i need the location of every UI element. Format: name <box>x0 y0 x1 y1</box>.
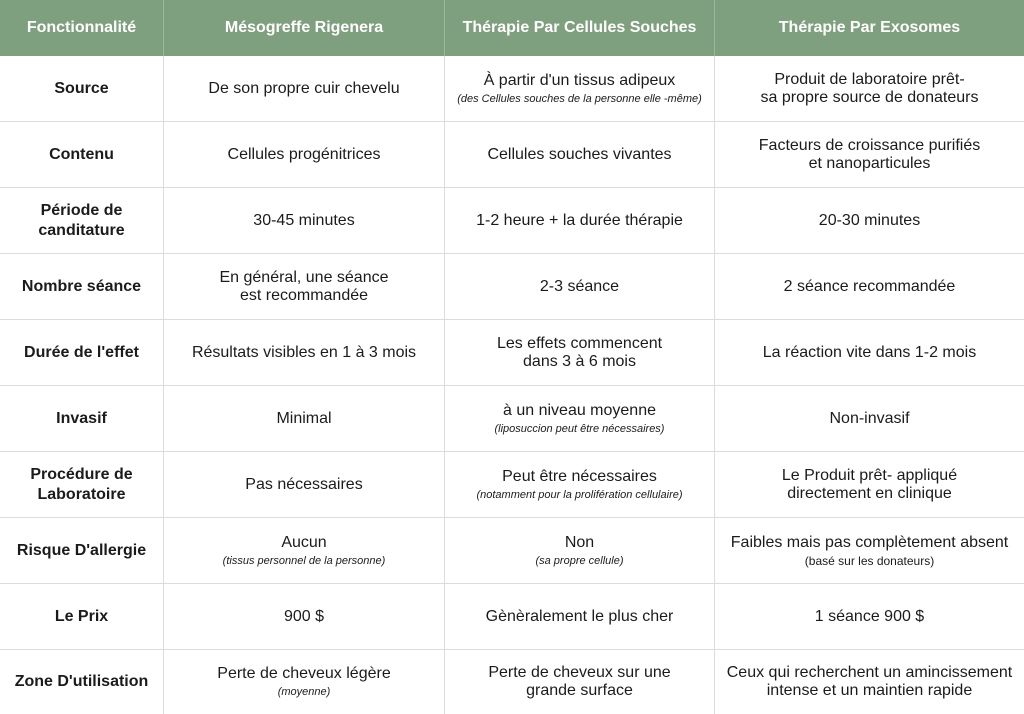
table-cell <box>715 254 1024 319</box>
cell-text: Perte de cheveux légère <box>217 665 391 682</box>
table-cell <box>164 452 445 517</box>
table-cell <box>715 386 1024 451</box>
cell-text: à un niveau moyenne <box>503 401 656 419</box>
cell-text: 2 séance recommandée <box>783 277 956 295</box>
table-cell <box>445 386 715 451</box>
row-label-cell <box>0 122 164 187</box>
row-label: Invasif <box>56 409 107 427</box>
cell-text: Non-invasif <box>829 409 910 427</box>
cell-text: 900 $ <box>283 607 325 625</box>
table-row <box>0 452 1024 518</box>
cell-text: À partir d'un tissus adipeux <box>483 71 676 89</box>
header-stem-cells: Thérapie Par Cellules Souches <box>445 0 715 56</box>
table-cell <box>445 122 715 187</box>
cell-note: (moyenne) <box>277 686 331 698</box>
row-label-cell <box>0 320 164 385</box>
table-cell <box>445 320 715 385</box>
cell-text: Le Produit prêt- appliqué directement en clinique <box>781 466 958 502</box>
row-label-cell <box>0 56 164 121</box>
table-cell <box>164 650 445 714</box>
cell-note: (liposuccion peut être nécessaires) <box>494 422 665 435</box>
table-row <box>0 122 1024 188</box>
table-cell <box>164 254 445 319</box>
table-cell <box>164 386 445 451</box>
cell-text: Peut être nécessaires <box>502 467 657 485</box>
row-label-cell <box>0 518 164 583</box>
table-cell <box>715 584 1024 649</box>
row-label-cell <box>0 188 164 253</box>
cell-note: (sa propre cellule) <box>535 554 624 567</box>
table-cell <box>164 122 445 187</box>
header-mesogreffe: Mésogreffe Rigenera <box>164 0 445 56</box>
cell-text: Cellules progénitrices <box>227 145 381 163</box>
cell-text: En général, une séance est recommandée <box>219 268 389 304</box>
row-label: Période de canditature <box>38 201 125 239</box>
cell-text: Résultats visibles en 1 à 3 mois <box>191 343 417 361</box>
cell-text: Minimal <box>276 409 332 427</box>
cell-text: De son propre cuir chevelu <box>208 79 400 97</box>
table-cell <box>715 320 1024 385</box>
cell-text: La réaction vite dans 1-2 mois <box>762 343 977 361</box>
cell-text: Aucun <box>281 533 327 551</box>
table-cell <box>445 56 715 121</box>
cell-note: (des Cellules souches de la personne elle -même) <box>457 92 702 105</box>
table-cell <box>715 518 1024 583</box>
table-cell <box>715 56 1024 121</box>
cell-note: (tissus personnel de la personne) <box>222 554 386 567</box>
row-label-cell <box>0 452 164 517</box>
cell-text: 30-45 minutes <box>253 211 355 229</box>
table-cell <box>445 584 715 649</box>
header-exosomes: Thérapie Par Exosomes <box>778 19 961 36</box>
row-label: Zone D'utilisation <box>14 673 149 690</box>
row-label: Source <box>54 79 109 97</box>
table-cell <box>164 584 445 649</box>
cell-text: 1 séance 900 $ <box>814 607 925 625</box>
row-label: Nombre séance <box>21 277 142 295</box>
table-cell <box>164 518 445 583</box>
row-label-cell <box>0 584 164 649</box>
table-body <box>0 56 1024 714</box>
row-label: Risque D'allergie <box>16 541 147 559</box>
cell-text: Facteurs de croissance purifiés et nanoparticules <box>758 136 981 172</box>
cell-text: 20-30 minutes <box>818 211 921 229</box>
row-label-cell <box>0 386 164 451</box>
cell-text: Ceux qui recherchent un amincissement intense et un maintien rapide <box>726 664 1013 699</box>
cell-text: Pas nécessaires <box>245 475 363 493</box>
table-cell <box>715 650 1024 714</box>
table-row <box>0 320 1024 386</box>
table-cell <box>164 320 445 385</box>
table-cell <box>445 518 715 583</box>
cell-text: Les effets commencent dans 3 à 6 mois <box>496 334 663 370</box>
table-row <box>0 386 1024 452</box>
cell-text: Cellules souches vivantes <box>487 145 672 163</box>
row-label: Procédure de Laboratoire <box>30 465 133 503</box>
cell-text: Faibles mais pas complètement absent <box>730 533 1009 551</box>
cell-text: Perte de cheveux sur une grande surface <box>488 664 671 699</box>
table-cell <box>445 452 715 517</box>
table-cell <box>445 650 715 714</box>
row-label-cell <box>0 254 164 319</box>
table-cell <box>164 188 445 253</box>
table-row <box>0 584 1024 650</box>
cell-text: 2-3 séance <box>539 277 620 295</box>
cell-text: Non <box>564 533 595 551</box>
table-cell <box>164 56 445 121</box>
table-row <box>0 650 1024 714</box>
header-feature: Fonctionnalité <box>0 0 164 56</box>
table-cell <box>445 188 715 253</box>
row-label: Le Prix <box>54 607 109 625</box>
table-cell <box>445 254 715 319</box>
cell-text: 1-2 heure + la durée thérapie <box>476 211 683 229</box>
table-cell <box>715 122 1024 187</box>
table-row <box>0 518 1024 584</box>
table-header <box>0 0 1024 56</box>
cell-text: Gènèralement le plus cher <box>485 607 674 625</box>
table-cell <box>715 452 1024 517</box>
row-label-cell <box>0 650 164 714</box>
cell-note: (notamment pour la prolifération cellulaire) <box>476 488 683 501</box>
table-row <box>0 254 1024 320</box>
table-row <box>0 188 1024 254</box>
cell-note: (basé sur les donateurs) <box>804 553 935 568</box>
row-label: Contenu <box>49 145 114 163</box>
table-row <box>0 56 1024 122</box>
row-label: Durée de l'effet <box>24 343 139 361</box>
table-cell <box>715 188 1024 253</box>
cell-text: Produit de laboratoire prêt- sa propre source de donateurs <box>760 70 979 106</box>
